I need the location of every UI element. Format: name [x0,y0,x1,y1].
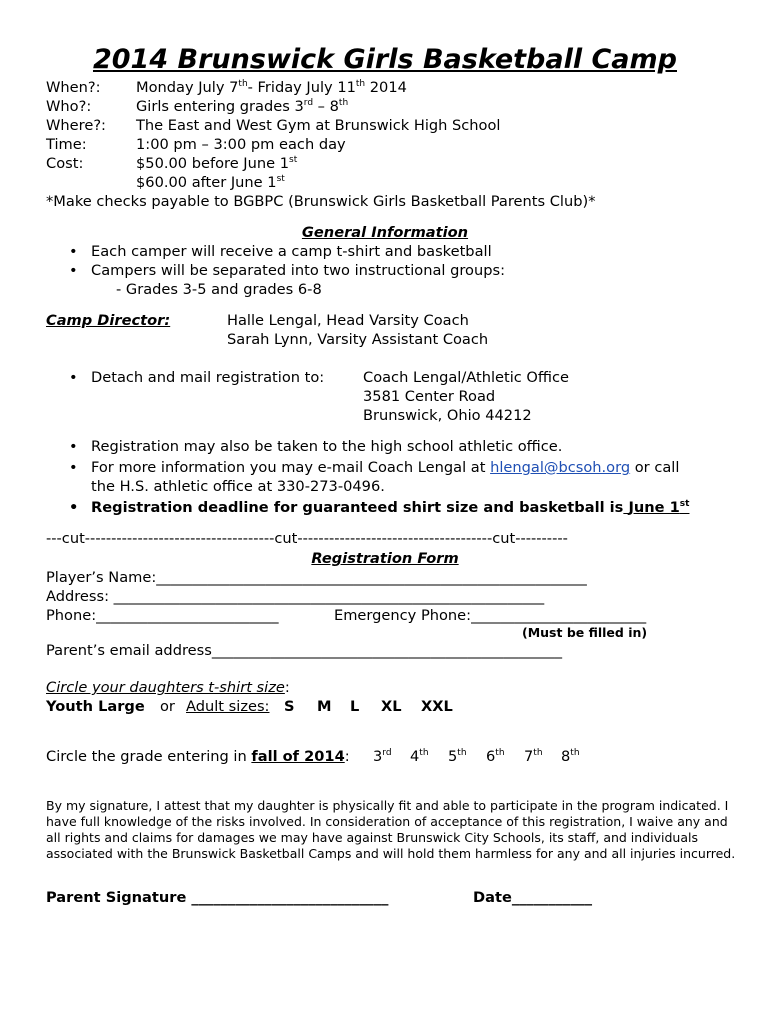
director-line-2: Sarah Lynn, Varsity Assistant Coach [227,331,489,348]
must-fill-note: (Must be filled in) [522,625,648,640]
emergency-phone-field[interactable]: Emergency Phone:________________________ [334,607,647,624]
grade-option-6[interactable]: 6th [486,748,505,765]
mail-label: • Detach and mail registration to: [91,371,324,386]
shirt-size-prompt: Circle your daughters t-shirt size: [46,679,290,696]
size-option-l[interactable]: L [350,698,360,715]
phone-field[interactable]: Phone:_________________________ [46,607,279,624]
bullet-office: • Registration may also be taken to the high school athletic office. [91,440,562,455]
mail-line-2: 3581 Center Road [363,388,496,405]
when-label: When?: [46,79,101,96]
cost-label: Cost: [46,155,84,172]
mail-line-1: Coach Lengal/Athletic Office [363,369,570,386]
cost-value-late: $60.00 after June 1st [136,174,285,191]
deadline-date: June 1st [628,499,690,516]
camp-director-label: Camp Director: [46,312,171,329]
grade-prompt: Circle the grade entering in fall of 2014: [46,748,350,765]
cost-value-early: $50.00 before June 1st [136,155,298,172]
address-field[interactable]: Address: ___________________________________________________________ [46,588,545,605]
adult-sizes-label: Adult sizes: [186,698,270,715]
grade-option-4[interactable]: 4th [410,748,429,765]
registration-form-heading: Registration Form [311,550,459,567]
grade-option-7[interactable]: 7th [524,748,543,765]
size-option-m[interactable]: M [317,698,332,715]
parent-email-field[interactable]: Parent’s email address________________________________________________ [46,642,563,659]
bullet-shirt-ball: • Each camper will receive a camp t-shirt and basketball [91,245,492,260]
grade-option-3[interactable]: 3rd [373,748,392,765]
parent-signature-field[interactable]: Parent Signature ___________________________ [46,889,389,906]
coach-email-link[interactable]: hlengal@bcsoh.org [490,459,631,476]
athletic-office-phone: the H.S. athletic office at 330-273-0496. [91,478,385,495]
where-label: Where?: [46,117,106,134]
director-line-1: Halle Lengal, Head Varsity Coach [227,312,469,329]
mail-line-3: Brunswick, Ohio 44212 [363,407,532,424]
sub-bullet-grades: - Grades 3-5 and grades 6-8 [116,281,322,298]
bullet-deadline: • Registration deadline for guaranteed shirt size and basketball is June 1st [91,501,689,516]
size-option-xxl[interactable]: XXL [421,698,453,715]
time-value: 1:00 pm – 3:00 pm each day [136,136,346,153]
or-text: or [160,698,175,715]
who-label: Who?: [46,98,92,115]
page-title: 2014 Brunswick Girls Basketball Camp [92,44,677,75]
player-name-field[interactable]: Player’s Name:___________________________________________________________ [46,569,587,586]
grade-option-8[interactable]: 8th [561,748,580,765]
checks-note: *Make checks payable to BGBPC (Brunswick Girls Basketball Parents Club)* [46,193,596,210]
waiver-text: By my signature, I attest that my daughter is physically fit and able to participate in the program indicated. I have full knowledge of the risks involved. In consideration of acceptance of this registration, I waive any and all rights and claims for damages we may have against Brunswick City Schools, its staff, and individuals associated with the Brunswick Basketball Camps and will hold them harmless for any and all injuries incurred. [46,798,736,861]
grade-option-5[interactable]: 5th [448,748,467,765]
size-option-xl[interactable]: XL [381,698,402,715]
bullet-email: • For more information you may e-mail Coach Lengal at hlengal@bcsoh.org or call [91,461,679,476]
cut-line: ---cut------------------------------------cut-------------------------------------cut---------- [46,530,568,547]
bullet-groups: • Campers will be separated into two instructional groups: [91,264,505,279]
who-value: Girls entering grades 3rd – 8th [136,98,349,115]
general-info-heading: General Information [301,224,469,241]
where-value: The East and West Gym at Brunswick High School [136,117,501,134]
youth-large-option[interactable]: Youth Large [46,698,145,715]
time-label: Time: [46,136,87,153]
when-value: Monday July 7th- Friday July 11th 2014 [136,79,407,96]
date-field[interactable]: Date___________ [473,889,593,906]
size-option-s[interactable]: S [284,698,295,715]
